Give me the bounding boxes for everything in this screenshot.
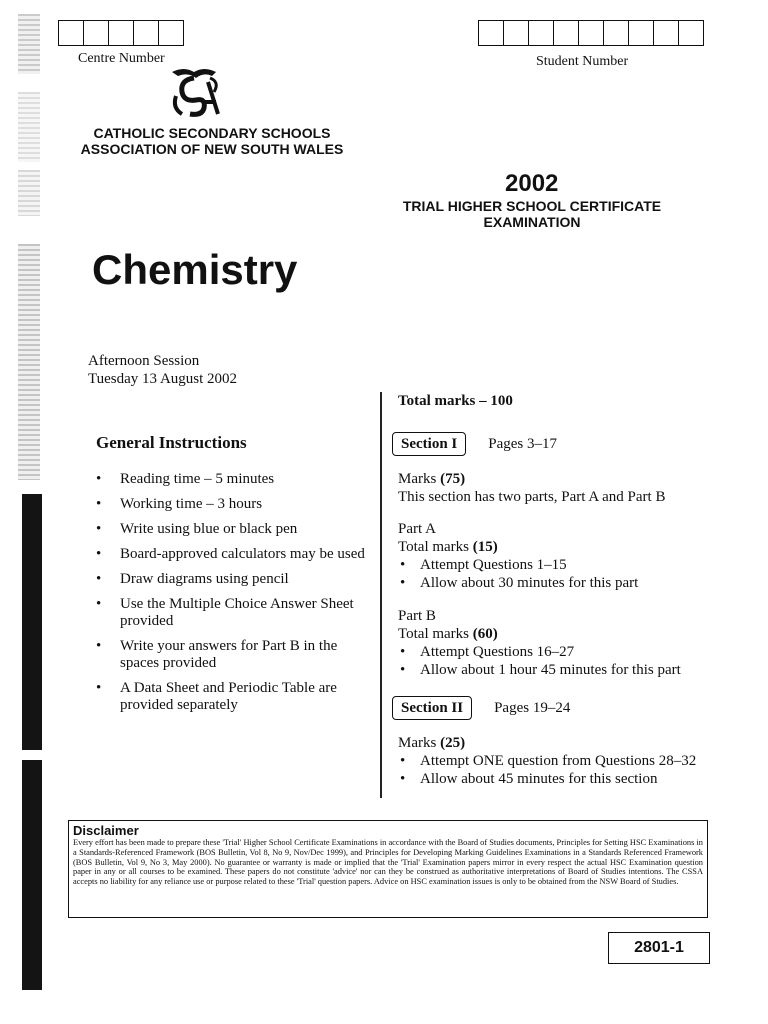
disclaimer-heading: Disclaimer — [73, 823, 139, 838]
section2-marks-value: (25) — [440, 735, 466, 751]
cssa-logo-icon — [164, 66, 228, 120]
partB-total — [398, 625, 718, 643]
section2-body — [398, 734, 728, 788]
section2-pages: Pages 19–24 — [494, 700, 571, 716]
partB-block — [398, 607, 718, 679]
session-label: Afternoon Session — [88, 353, 200, 369]
partA-list — [398, 556, 718, 592]
section1-body — [398, 470, 718, 506]
association-line1: CATHOLIC SECONDARY SCHOOLS — [93, 125, 331, 141]
centre-number-boxes[interactable] — [58, 20, 184, 46]
section1-marks-label: Marks — [398, 471, 437, 487]
partA-total — [398, 538, 718, 556]
paper-code: 2801-1 — [608, 932, 710, 964]
exam-date: Tuesday 13 August 2002 — [88, 371, 238, 387]
partB-total-value: (60) — [472, 626, 498, 642]
instruction-item: • Working time – 3 hours — [96, 496, 376, 513]
disclaimer-box — [68, 820, 708, 918]
exam-title-line2: EXAMINATION — [483, 214, 581, 230]
instruction-item: • Draw diagrams using pencil — [96, 571, 376, 588]
subject-title: Chemistry — [92, 246, 298, 293]
section2-item: • Allow about 45 minutes for this section — [398, 770, 728, 788]
instruction-item: • Write your answers for Part B in the spaces provided — [96, 638, 376, 672]
section1-label: Section I — [392, 432, 466, 456]
column-divider — [380, 392, 382, 798]
section2-item: • Attempt ONE question from Questions 28–32 — [398, 752, 728, 770]
instruction-item: • Use the Multiple Choice Answer Sheet provided — [96, 596, 376, 630]
partA-total-label: Total marks — [398, 539, 470, 555]
section1-pages: Pages 3–17 — [488, 436, 557, 452]
partA-item: • Allow about 30 minutes for this part — [398, 574, 718, 592]
partB-total-label: Total marks — [398, 626, 470, 642]
partA-block — [398, 520, 718, 592]
partA-item: • Attempt Questions 1–15 — [398, 556, 718, 574]
instruction-item: • Reading time – 5 minutes — [96, 471, 376, 488]
section1-marks — [398, 470, 718, 488]
partB-title: Part B — [398, 608, 436, 624]
section2-marks-label: Marks — [398, 735, 437, 751]
section1-description: This section has two parts, Part A and Part B — [398, 489, 666, 505]
partA-title: Part A — [398, 521, 436, 537]
section2-list — [398, 752, 728, 788]
exam-title-line1: TRIAL HIGHER SCHOOL CERTIFICATE — [402, 198, 662, 214]
instruction-item: • A Data Sheet and Periodic Table are provided separately — [96, 680, 376, 714]
association-name — [76, 125, 348, 157]
partB-list — [398, 643, 718, 679]
section1-marks-value: (75) — [440, 471, 466, 487]
general-instructions-list — [96, 471, 376, 722]
partB-item: • Attempt Questions 16–27 — [398, 643, 718, 661]
student-number-boxes[interactable] — [478, 20, 704, 46]
centre-number-label: Centre Number — [78, 51, 165, 66]
disclaimer-text: Every effort has been made to prepare these 'Trial' Higher School Certificate Examinations in accordance with the Board of Studies documents, Principles for Setting HSC Examinations in a Standards-Referenced Framework (BOS Bulletin, Vol 8, No 9, Nov/Dec 1999), and Principles for Developing Marking Guidelines Examinations in a Standards Referenced Framework (BOS Bulletin, Vol 9, No 3, May 2000). No guarantee or warranty is made or implied that the 'Trial' Examination papers mirror in every respect the actual HSC Examination question paper in any or all courses to be examined. These papers do not constitute 'advice' nor can they be construed as authoritative interpretations of Board of Studies intentions. The CSSA accepts no liability for any reliance use or purpose related to these 'Trial' question papers. Advice on HSC examination issues is only to be obtained from the NSW Board of Studies. — [73, 838, 703, 887]
partB-item: • Allow about 1 hour 45 minutes for this part — [398, 661, 718, 679]
scan-edge — [0, 0, 48, 1024]
exam-session — [88, 352, 237, 388]
section1-header — [392, 432, 557, 456]
instruction-item: • Write using blue or black pen — [96, 521, 376, 538]
student-number-label: Student Number — [536, 54, 629, 69]
association-line2: ASSOCIATION OF NEW SOUTH WALES — [80, 141, 344, 157]
general-instructions-heading: General Instructions — [96, 433, 247, 452]
instruction-item: • Board-approved calculators may be used — [96, 546, 376, 563]
exam-title — [386, 198, 678, 230]
section2-label: Section II — [392, 696, 472, 720]
total-marks: Total marks – 100 — [398, 393, 513, 409]
partA-total-value: (15) — [472, 539, 498, 555]
section2-marks — [398, 734, 728, 752]
section2-header — [392, 696, 570, 720]
exam-year: 2002 — [505, 170, 559, 197]
